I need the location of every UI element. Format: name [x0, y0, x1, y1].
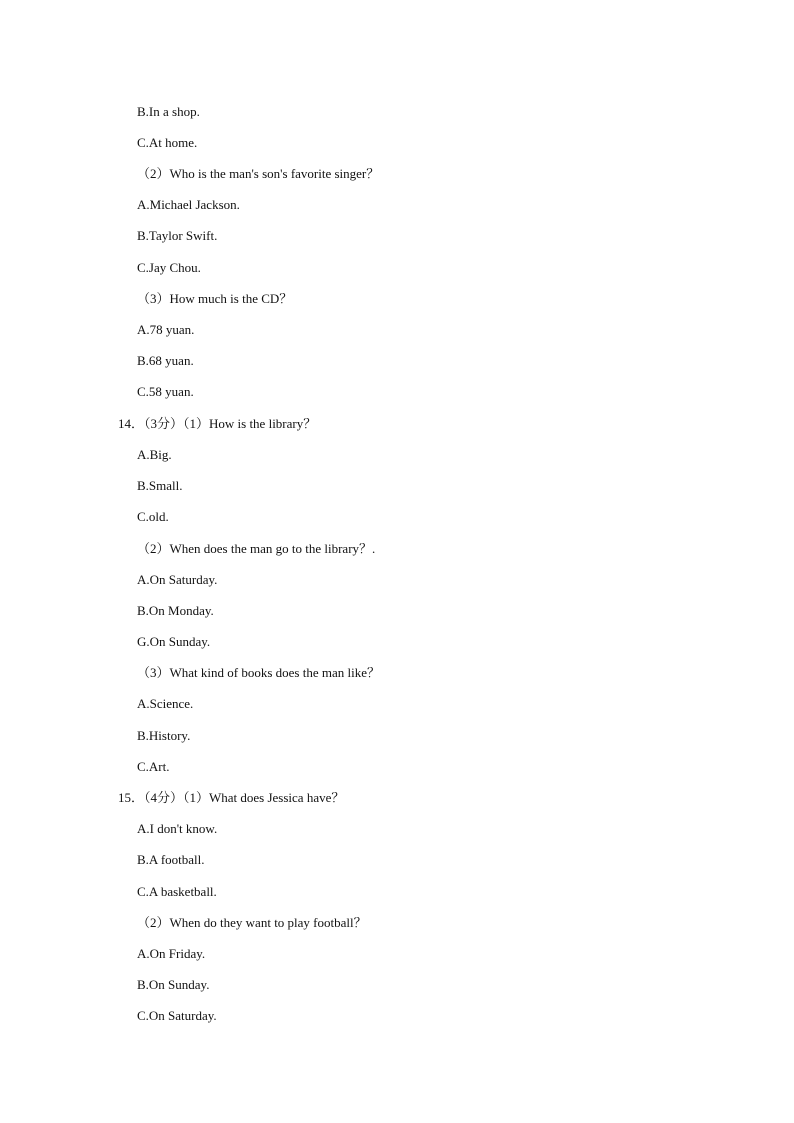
q15-2-option-b: B.On Sunday. [137, 977, 210, 992]
q14-3-option-b: B.History. [137, 728, 191, 743]
q14-3-option-c: C.Art. [137, 759, 170, 774]
q15-1-option-a: A.I don't know. [137, 821, 218, 836]
q13-1-option-b: B.In a shop. [137, 104, 200, 119]
q13-2-option-b: B.Taylor Swift. [137, 228, 218, 243]
q15-1-option-b: B.A football. [137, 852, 205, 867]
q14-header: 14．（3分）（1）How is the library？ [118, 416, 317, 431]
q15-2-prompt: （2）When do they want to play football？ [137, 915, 367, 930]
q14-2-option-b: B.On Monday. [137, 603, 214, 618]
q14-3-option-a: A.Science. [137, 696, 194, 711]
q13-2-option-a: A.Michael Jackson. [137, 197, 240, 212]
q14-1-option-a: A.Big. [137, 447, 172, 462]
q14-2-option-a: A.On Saturday. [137, 572, 218, 587]
q14-3-prompt: （3）What kind of books does the man like？ [137, 665, 380, 680]
q14-1-option-b: B.Small. [137, 478, 183, 493]
q15-2-option-c: C.On Saturday. [137, 1008, 217, 1023]
q13-3-option-c: C.58 yuan. [137, 384, 194, 399]
q13-2-option-c: C.Jay Chou. [137, 260, 201, 275]
q13-1-option-c: C.At home. [137, 135, 198, 150]
q14-1-option-c: C.old. [137, 509, 169, 524]
q13-2-prompt: （2）Who is the man's son's favorite singer？ [137, 166, 380, 181]
q15-1-option-c: C.A basketball. [137, 884, 217, 899]
q15-2-option-a: A.On Friday. [137, 946, 206, 961]
q14-2-option-g: G.On Sunday. [137, 634, 211, 649]
q13-3-prompt: （3）How much is the CD？ [137, 291, 293, 306]
q13-3-option-b: B.68 yuan. [137, 353, 194, 368]
q13-3-option-a: A.78 yuan. [137, 322, 195, 337]
q14-2-prompt: （2）When does the man go to the library？. [137, 541, 376, 556]
q15-header: 15．（4分）（1）What does Jessica have？ [118, 790, 345, 805]
